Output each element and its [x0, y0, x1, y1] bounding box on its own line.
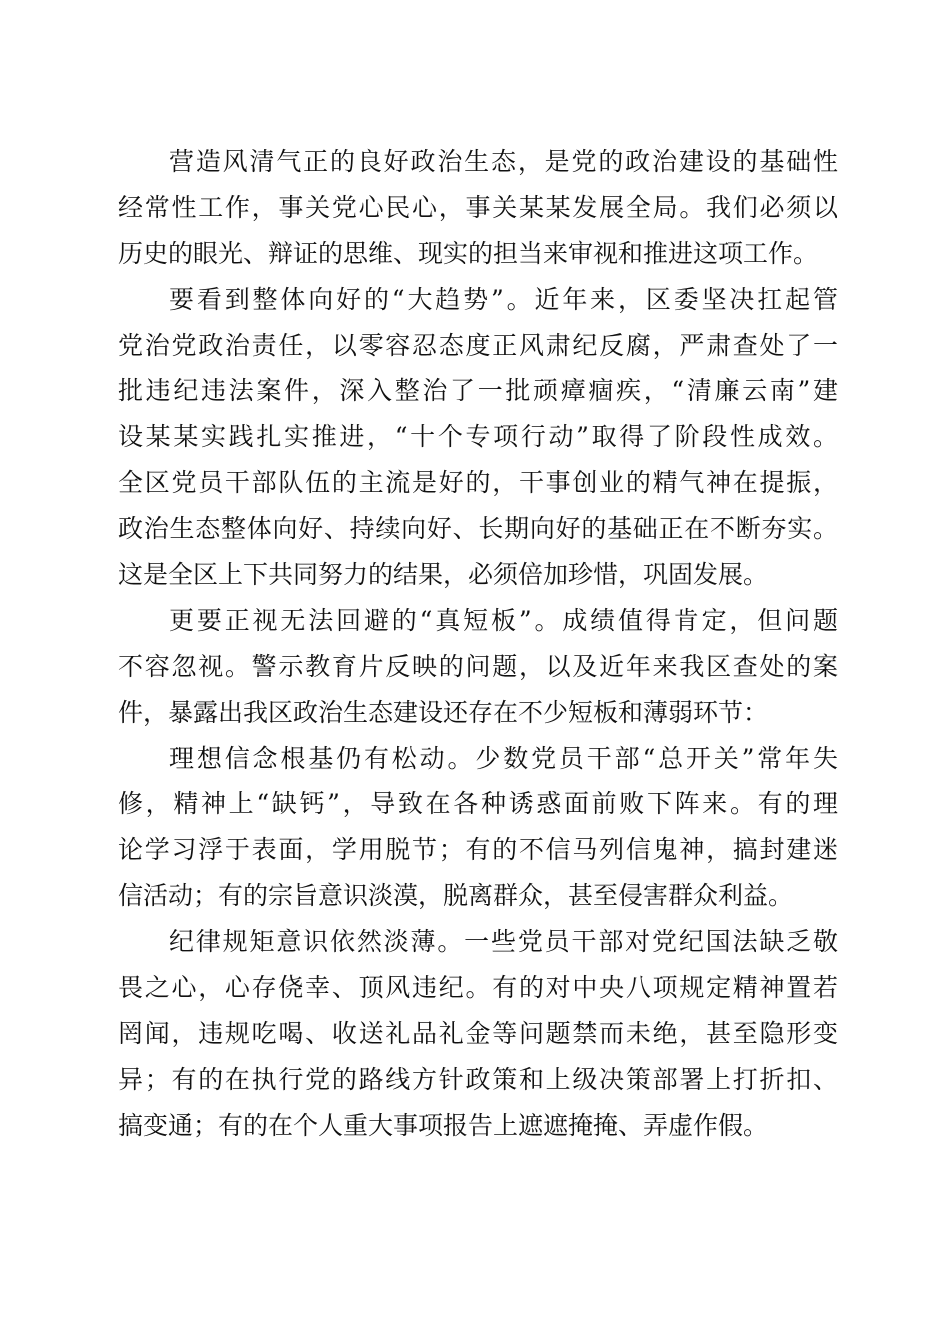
paragraph-4-line-3: 论学习浮于表面，学用脱节；有的不信马列信鬼神，搞封建迷: [118, 835, 838, 865]
paragraph-4-line-1: 理想信念根基仍有松动。少数党员干部“总开关”常年失: [169, 743, 838, 773]
paragraph-1-line-3: 历史的眼光、辩证的思维、现实的担当来审视和推进这项工作。: [118, 238, 819, 268]
paragraph-5-line-5: 搞变通；有的在个人重大事项报告上遮遮掩掩、弄虚作假。: [118, 1110, 769, 1140]
paragraph-1-line-1: 营造风清气正的良好政治生态，是党的政治建设的基础性: [169, 147, 838, 176]
paragraph-5-line-1: 纪律规矩意识依然淡薄。一些党员干部对党纪国法缺乏敬: [169, 927, 838, 957]
paragraph-5-line-2: 畏之心，心存侥幸、顶风违纪。有的对中央八项规定精神置若: [118, 973, 838, 1003]
document-body: [118, 139, 838, 1149]
paragraph-3-line-3: 件，暴露出我区政治生态建设还存在不少短板和薄弱环节：: [118, 697, 769, 727]
paragraph-3-line-2: 不容忽视。警示教育片反映的问题，以及近年来我区查处的案: [118, 651, 838, 681]
paragraph-2-line-1: 要看到整体向好的“大趋势”。近年来，区委坚决扛起管: [169, 284, 838, 314]
paragraph-2-line-2: 党治党政治责任，以零容忍态度正风肃纪反腐，严肃查处了一: [118, 330, 838, 360]
paragraph-4-line-4: 信活动；有的宗旨意识淡漠，脱离群众，甚至侵害群众利益。: [118, 881, 794, 911]
paragraph-3-line-1: 更要正视无法回避的“真短板”。成绩值得肯定，但问题: [169, 605, 838, 635]
paragraph-2-line-5: 全区党员干部队伍的主流是好的，干事创业的精气神在提振，: [118, 468, 838, 498]
paragraph-2-line-3: 批违纪违法案件，深入整治了一批顽瘴痼疾，“清廉云南”建: [118, 376, 838, 406]
paragraph-4-line-2: 修，精神上“缺钙”，导致在各种诱惑面前败下阵来。有的理: [118, 789, 838, 819]
paragraph-1-line-2: 经常性工作，事关党心民心，事关某某发展全局。我们必须以: [118, 192, 838, 222]
paragraph-2-line-4: 设某某实践扎实推进，“十个专项行动”取得了阶段性成效。: [118, 422, 838, 452]
paragraph-5-line-4: 异；有的在执行党的路线方针政策和上级决策部署上打折扣、: [118, 1064, 838, 1094]
paragraph-5-line-3: 罔闻，违规吃喝、收送礼品礼金等问题禁而未绝，甚至隐形变: [118, 1018, 838, 1048]
paragraph-2-line-6: 政治生态整体向好、持续向好、长期向好的基础正在不断夯实。: [118, 514, 838, 544]
paragraph-2-line-7: 这是全区上下共同努力的结果，必须倍加珍惜，巩固发展。: [118, 560, 769, 590]
